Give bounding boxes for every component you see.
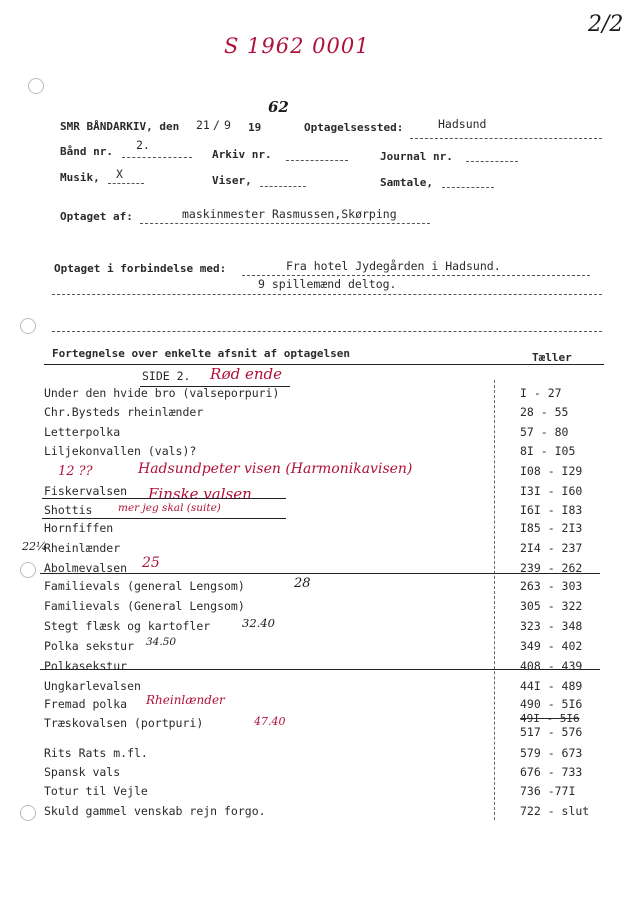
entry-title: Shottis [44, 503, 93, 517]
entry-count: 722 - slut [520, 804, 590, 818]
forbindelse-dash2 [52, 294, 602, 295]
entry-title: Hornfiffen [44, 521, 114, 535]
entry-count: 579 - 673 [520, 746, 583, 760]
entry-row [44, 521, 604, 539]
musik-line [108, 183, 144, 184]
samtale-line [442, 187, 494, 188]
entry-title: Liljekonvallen (vals)? [44, 444, 197, 458]
entry-title: Spansk vals [44, 765, 121, 779]
entry-title: Fiskervalsen [44, 484, 128, 498]
entry-title: 12 ?? [58, 464, 93, 479]
baand-label: Bånd nr. [60, 145, 113, 158]
forbindelse-line2: 9 spillemænd deltog. [258, 277, 397, 291]
entry-count: 517 - 576 [520, 725, 583, 739]
entry-row [44, 659, 604, 677]
entry-count: 2I4 - 237 [520, 541, 583, 555]
entry-row [44, 425, 604, 443]
entry-title: Rits Rats m.fl. [44, 746, 148, 760]
entry-row [44, 444, 604, 462]
entry-count: I08 - I29 [520, 464, 583, 478]
date-year-prefix: 19 [248, 121, 262, 134]
entry-row [44, 746, 604, 764]
arkiv-line [286, 160, 348, 161]
entry-row [44, 579, 604, 597]
entry-count: 676 - 733 [520, 765, 583, 779]
separator-dash [52, 331, 602, 332]
entry-title: Under den hvide bro (valseporpuri) [44, 386, 280, 400]
struck-count: 49I - 5I6 [520, 712, 580, 725]
entry-title: Fremad polka [44, 697, 128, 711]
entry-note-traesko: 47.40 [254, 715, 286, 728]
optaget-af-label: Optaget af: [60, 210, 133, 223]
entry-count: 8I - I05 [520, 444, 576, 458]
punch-hole-lower [20, 562, 36, 578]
journal-label: Journal nr. [380, 150, 453, 163]
viser-line [260, 186, 306, 187]
entry-count: 349 - 402 [520, 639, 583, 653]
entry-prefix-rheinlaender: 22¼ [22, 540, 47, 553]
entry-count: I6I - I83 [520, 503, 583, 517]
counter-heading: Tæller [532, 351, 572, 364]
entry-count: 305 - 322 [520, 599, 583, 613]
optagelsessted-line [410, 138, 602, 139]
entry-row [44, 599, 604, 617]
entry-title: Abolmevalsen [44, 561, 128, 575]
entry-title: Totur til Vejle [44, 784, 148, 798]
entry-row [44, 561, 604, 579]
entry-note-finske: Finske valsen [148, 485, 252, 503]
entry-count: 263 - 303 [520, 579, 583, 593]
entry-row [44, 784, 604, 802]
entry-title: Letterpolka [44, 425, 121, 439]
entry-count: I3I - I60 [520, 484, 583, 498]
entry-note-shottis: mer jeg skal (suite) [118, 502, 221, 514]
musik-value: X [116, 167, 123, 181]
forbindelse-dash1 [242, 275, 590, 276]
entry-title: Rheinlænder [44, 541, 121, 555]
optagelsessted-label: Optagelsessted: [304, 121, 404, 134]
entry-count: 408 - 439 [520, 659, 583, 673]
arkiv-label: Arkiv nr. [212, 148, 272, 161]
entry-title: Polkasekstur [44, 659, 128, 673]
entry-count: 239 - 262 [520, 561, 583, 575]
entry-note-abolme: 25 [142, 555, 160, 571]
entry-count: 323 - 348 [520, 619, 583, 633]
entry-note-familievals: 28 [294, 576, 311, 591]
heading-rule [44, 364, 604, 365]
samtale-label: Samtale, [380, 176, 433, 189]
underline-shottis [42, 518, 286, 519]
optaget-af-value: maskinmester Rasmussen,Skørping [182, 207, 397, 221]
punch-hole-bottom [20, 805, 36, 821]
entry-note-stegt: 32.40 [242, 616, 275, 630]
entry-row [44, 386, 604, 404]
archive-prefix: SMR BÅNDARKIV, den [60, 120, 180, 133]
entry-note-hadsundpeter: Hadsundpeter visen (Harmonikavisen) [138, 461, 413, 477]
entry-note-polka: 34.50 [146, 636, 177, 648]
entry-count: 44I - 489 [520, 679, 583, 693]
entry-row [44, 541, 604, 559]
side-note: Rød ende [210, 365, 282, 383]
entry-title: Familievals (General Lengsom) [44, 599, 245, 613]
underline-fiskervalsen [42, 498, 286, 499]
entry-row [44, 619, 604, 637]
side-label: SIDE 2. [142, 369, 191, 383]
underline-abolme [40, 573, 600, 574]
optagelsessted-value: Hadsund [438, 117, 487, 131]
baand-value: 2. [136, 138, 150, 152]
entry-note-fremad: Rheinlænder [146, 693, 225, 707]
punch-hole-top [28, 78, 44, 94]
entry-row [44, 679, 604, 697]
entry-title: Stegt flæsk og kartofler [44, 619, 211, 633]
entry-count: 57 - 80 [520, 425, 569, 439]
entry-row [44, 804, 604, 822]
punch-hole-middle [20, 318, 36, 334]
entry-title: Familievals (general Lengsom) [44, 579, 245, 593]
page-mark: 2/2 [588, 12, 624, 37]
date-month: 9 [224, 118, 231, 132]
entry-title: Polka sekstur [44, 639, 135, 653]
journal-line [466, 161, 518, 162]
entry-row [44, 639, 604, 657]
entry-count: I85 - 2I3 [520, 521, 583, 535]
entry-count: 28 - 55 [520, 405, 569, 419]
archive-number: S 1962 0001 [224, 34, 370, 58]
optaget-af-line [140, 223, 430, 224]
entry-count: I - 27 [520, 386, 562, 400]
date-year-hand: 62 [268, 98, 289, 116]
forbindelse-label: Optaget i forbindelse med: [54, 262, 227, 275]
underline-polkasekstur [40, 669, 600, 670]
date-day: 21 [196, 118, 210, 132]
entry-title: Skuld gammel venskab rejn forgo. [44, 804, 266, 818]
entry-count: 490 - 5I6 [520, 697, 583, 711]
date-slash: / [213, 118, 220, 132]
musik-label: Musik, [60, 171, 100, 184]
baand-line [122, 157, 192, 158]
entry-row [44, 484, 604, 502]
entry-row [44, 765, 604, 783]
listing-heading: Fortegnelse over enkelte afsnit af optagelsen [52, 347, 351, 360]
entry-count: 736 -77I [520, 784, 576, 798]
entry-row [44, 405, 604, 423]
entry-title: Chr.Bysteds rheinlænder [44, 405, 204, 419]
entry-title: Træskovalsen (portpuri) [44, 716, 204, 730]
forbindelse-line1: Fra hotel Jydegården i Hadsund. [286, 259, 501, 273]
viser-label: Viser, [212, 174, 252, 187]
entry-title: Ungkarlevalsen [44, 679, 141, 693]
